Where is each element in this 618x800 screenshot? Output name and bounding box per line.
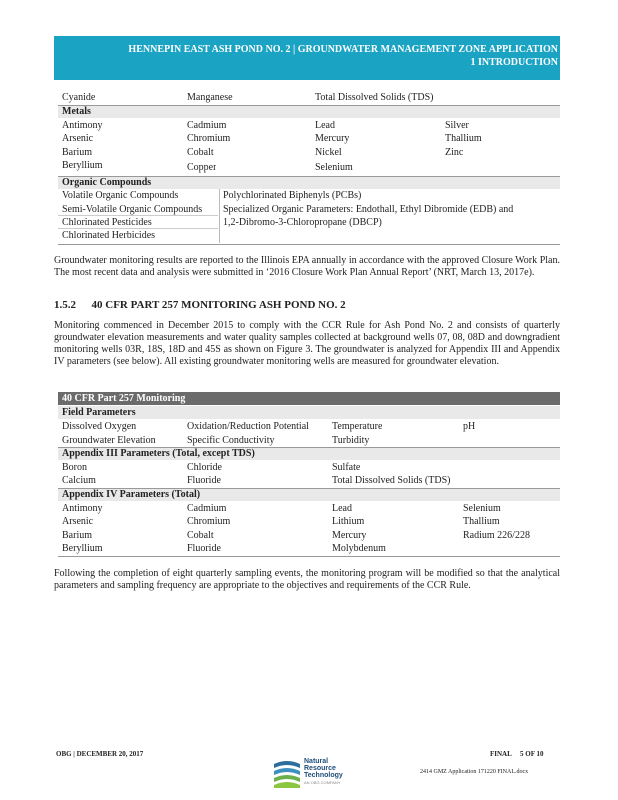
table-cell: Molybdenum [332, 543, 386, 554]
table-cell: pH [463, 421, 476, 432]
footer-page: 5 OF 10 [520, 750, 544, 758]
table-cell: Arsenic [62, 133, 94, 144]
table-cell: Thallium [445, 133, 482, 144]
paragraph-following: Following the completion of eight quarterly sampling events, the monitoring program will be modified so that the analytical parameters and sampling frequency are appropriate to the objectives and requirements of the CCR Rule. [54, 568, 560, 591]
header-banner [54, 36, 560, 80]
table-cell: Chloride [187, 462, 222, 473]
table-cell: Turbidity [332, 435, 370, 446]
logo-line: Resource [304, 765, 336, 772]
header-section: 1 INTRODUCTION [470, 57, 558, 68]
logo [272, 750, 352, 796]
table-cell: Chlorinated Pesticides [62, 217, 152, 228]
table-cell: Antimony [62, 503, 103, 514]
table-cell: Selenium [463, 503, 501, 514]
table-cell: Cobalt [187, 147, 214, 158]
divider [58, 244, 560, 245]
table-cell: Polychlorinated Biphenyls (PCBs) [223, 190, 362, 201]
logo-line: Natural [304, 758, 329, 765]
table-cell: Silver [445, 120, 469, 131]
divider [58, 228, 218, 229]
table-cell: Cadmium [187, 503, 227, 514]
logo-subtitle: AN OBG COMPANY [304, 780, 341, 785]
table-cell: Zinc [445, 147, 464, 158]
table-cell: Mercury [332, 530, 367, 541]
table-cell: Boron [62, 462, 87, 473]
table-cell: Beryllium [62, 160, 103, 171]
table-cell: Barium [62, 147, 92, 158]
table-cell: Selenium [315, 162, 353, 173]
table-cell: Radium 226/228 [463, 530, 530, 541]
section-number: 1.5.2 [54, 299, 76, 311]
table-cell: Chromium [187, 516, 231, 527]
table-cell: Thallium [463, 516, 500, 527]
section-bar [58, 105, 560, 118]
field-title: Field Parameters [62, 407, 136, 418]
table-cell: Calcium [62, 475, 96, 486]
table-cell: Oxidation/Reduction Potential [187, 421, 309, 432]
divider [58, 556, 560, 557]
divider [58, 215, 218, 216]
table-cell: Chromium [187, 133, 231, 144]
footer-date: OBG | DECEMBER 20, 2017 [56, 750, 144, 758]
table-cell: Cyanide [62, 92, 96, 103]
appendix-iv-title: Appendix IV Parameters (Total) [62, 489, 201, 500]
table-cell: Specific Conductivity [187, 435, 275, 446]
logo-text [304, 758, 343, 786]
table-cell: Semi-Volatile Organic Compounds [62, 204, 203, 215]
table-cell: Fluoride [187, 475, 221, 486]
table-title-bar [58, 392, 560, 405]
appendix-iii-title: Appendix III Parameters (Total, except TDS) [62, 448, 255, 459]
section-heading [54, 299, 346, 311]
divider [219, 189, 220, 243]
table-cell: Groundwater Elevation [62, 435, 156, 446]
table-cell: Nickel [315, 147, 342, 158]
table-cell: Mercury [315, 133, 350, 144]
table-cell: Lead [332, 503, 352, 514]
footer-filename: 2414 GMZ Application 171220 FINAL.docx [420, 769, 529, 775]
table-cell: Manganese [187, 92, 233, 103]
table-cell: Volatile Organic Compounds [62, 190, 179, 201]
metals-title: Metals [62, 106, 91, 117]
table-cell: Temperature [332, 421, 383, 432]
header-title: HENNEPIN EAST ASH POND NO. 2 | GROUNDWATER MANAGEMENT ZONE APPLICATION [128, 44, 558, 55]
table-cell: Total Dissolved Solids (TDS) [332, 475, 451, 486]
table-title: 40 CFR Part 257 Monitoring [62, 393, 186, 404]
table-cell: Arsenic [62, 516, 94, 527]
table-cell: Dissolved Oxygen [62, 421, 137, 432]
table-cell: Copper [187, 162, 217, 173]
table-cell: 1,2-Dibromo-3-Chloropropane (DBCP) [223, 217, 382, 228]
section-title: 40 CFR PART 257 MONITORING ASH POND NO. 2 [91, 299, 346, 311]
table-cell: Lithium [332, 516, 365, 527]
table-cell: Cobalt [187, 530, 214, 541]
paragraph-monitoring: Monitoring commenced in December 2015 to comply with the CCR Rule for Ash Pond No. 2 and consists of quarterly groundwater elevation measurements and water quality samples collected at background wells 07, 08, 08D and downgradient monitoring wells 03R, 18S, 18D and 45S as shown on Figure 3. The groundwater is analyzed for Appendix III and Appendix IV parameters (see below). All existing groundwater monitoring wells are measured for groundwater elevation. [54, 320, 560, 367]
table-cell: Fluoride [187, 543, 221, 554]
table-cell: Barium [62, 530, 92, 541]
table-cell: Cadmium [187, 120, 227, 131]
table-cell: Lead [315, 120, 335, 131]
table-cell: Chlorinated Herbicides [62, 230, 156, 241]
table-cell: Beryllium [62, 543, 103, 554]
organic-title: Organic Compounds [62, 177, 152, 188]
table-cell: Sulfate [332, 462, 361, 473]
table-cell: Specialized Organic Parameters: Endothall, Ethyl Dibromide (EDB) and [223, 204, 514, 215]
table-cell: Antimony [62, 120, 103, 131]
logo-line: Technology [304, 772, 343, 779]
table-cell: Total Dissolved Solids (TDS) [315, 92, 434, 103]
footer-status: FINAL [490, 750, 512, 758]
logo-mark-icon [272, 756, 302, 790]
divider [58, 105, 560, 106]
paragraph-reporting: Groundwater monitoring results are reported to the Illinois EPA annually in accordance with the approved Closure Work Plan. The most recent data and analysis were submitted in ‘2016 Closure Work Plan Annual Report’ (NRT, March 13, 2017e). [54, 255, 560, 278]
